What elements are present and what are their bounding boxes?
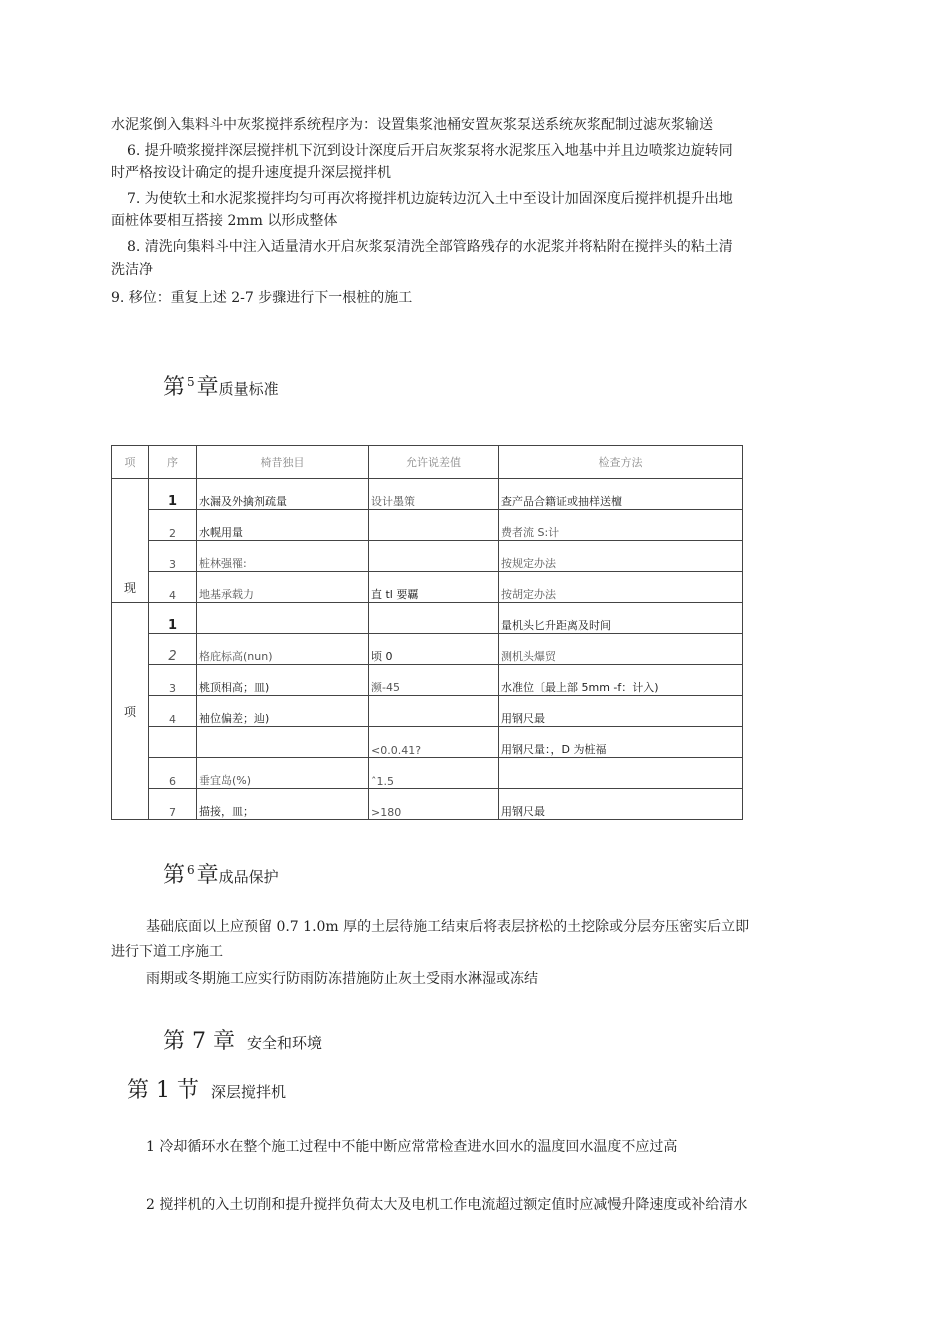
step-8-line-1: 8. 清洗向集料斗中注入适量清水开启灰浆泵清洗全部管路残存的水泥浆并将粘附在搅拌头的粘土清 xyxy=(127,239,733,255)
row-value: 顷 0 xyxy=(369,634,499,665)
chapter-suffix: 章 xyxy=(196,375,219,400)
row-no: 4 xyxy=(149,696,197,727)
chapter-number: 5 xyxy=(187,375,195,389)
table-row xyxy=(112,603,743,634)
row-item: 水幌用量 xyxy=(197,510,369,541)
row-no: 3 xyxy=(149,541,197,572)
quality-standard-table xyxy=(111,445,743,820)
step-5-continuation: 水泥浆倒入集料斗中灰浆搅拌系统程序为：设置集浆池桶安置灰浆泵送系统灰浆配制过滤灰浆输送 xyxy=(111,117,713,133)
row-method: 按胡定办法 xyxy=(499,572,743,603)
chapter-6-heading xyxy=(163,858,279,889)
row-value: ˆ1.5 xyxy=(369,758,499,789)
row-item: 地基承载力 xyxy=(197,572,369,603)
protection-paragraph-1-line-2: 进行下道工序施工 xyxy=(111,944,223,960)
header-category: 项 xyxy=(112,446,149,479)
row-method: 用钢尺最 xyxy=(499,789,743,820)
row-value xyxy=(369,541,499,572)
row-item: 桃顶相高；皿) xyxy=(197,665,369,696)
row-no: 1 xyxy=(149,479,197,510)
table-row xyxy=(112,789,743,820)
chapter-suffix: 章 xyxy=(196,863,219,888)
row-no: 3 xyxy=(149,665,197,696)
row-no: 7 xyxy=(149,789,197,820)
step-6-line-2: 时严格按设计确定的提升速度提升深层搅拌机 xyxy=(111,165,391,181)
section-title: 深层搅拌机 xyxy=(210,1083,286,1101)
row-item: 袖位偏差；辿) xyxy=(197,696,369,727)
row-value: 设计墨策 xyxy=(369,479,499,510)
table-row xyxy=(112,541,743,572)
section-heading: 第 1 节 xyxy=(127,1078,199,1103)
step-9: 9. 移位：重复上述 2-7 步骤进行下一根桩的施工 xyxy=(111,290,413,306)
chapter-title: 成品保护 xyxy=(218,868,279,886)
row-no: 1 xyxy=(149,603,197,634)
row-item: 格庇标高(nun) xyxy=(197,634,369,665)
row-method: 费者流 S:计 xyxy=(499,510,743,541)
table-row xyxy=(112,727,743,758)
header-item: 椅昔独目 xyxy=(197,446,369,479)
row-method xyxy=(499,758,743,789)
step-6-line-1: 6. 提升喷浆搅拌深层搅拌机下沉到设计深度后开启灰浆泵将水泥浆压入地基中并且边喷浆边旋转同 xyxy=(127,143,733,159)
chapter-heading: 第 7 章 xyxy=(163,1029,235,1054)
chapter-prefix: 第 xyxy=(163,375,186,400)
chapter-5-heading xyxy=(163,370,279,401)
protection-paragraph-2: 雨期或冬期施工应实行防雨防冻措施防止灰土受雨水淋湿或冻结 xyxy=(146,971,538,987)
row-method: 测机头爆贸 xyxy=(499,634,743,665)
row-item: 水漏及外擒剂疏量 xyxy=(197,479,369,510)
category-general: 项 xyxy=(112,603,149,820)
row-value: 濒-45 xyxy=(369,665,499,696)
chapter-number: 6 xyxy=(187,863,195,877)
category-main-control: 现 xyxy=(112,479,149,603)
row-value: 直 tl 要覊 xyxy=(369,572,499,603)
table-header-row xyxy=(112,446,743,479)
table-row xyxy=(112,758,743,789)
table-row xyxy=(112,479,743,510)
row-method: 量机头匕升距离及时间 xyxy=(499,603,743,634)
row-value: >180 xyxy=(369,789,499,820)
header-tolerance: 允许说差值 xyxy=(369,446,499,479)
row-no xyxy=(149,727,197,758)
chapter-7-heading xyxy=(163,1024,322,1055)
row-method: 按规定办法 xyxy=(499,541,743,572)
step-7-line-2: 面桩体要相互搭接 2mm 以形成整体 xyxy=(111,213,338,229)
row-value xyxy=(369,603,499,634)
row-item xyxy=(197,603,369,634)
row-no: 2 xyxy=(149,634,197,665)
step-8-line-2: 洗洁净 xyxy=(111,262,153,278)
chapter-title: 安全和环境 xyxy=(246,1034,322,1052)
table-row xyxy=(112,634,743,665)
chapter-title: 质量标准 xyxy=(218,380,279,398)
header-no: 序 xyxy=(149,446,197,479)
row-item: 描接，皿； xyxy=(197,789,369,820)
safety-item-2: 2 搅拌机的入土切削和提升搅拌负荷太大及电机工作电流超过额定值时应减慢升降速度或补给清水 xyxy=(146,1197,748,1213)
header-method: 检查方法 xyxy=(499,446,743,479)
row-value xyxy=(369,510,499,541)
row-method: 用钢尺量：，D 为桩福 xyxy=(499,727,743,758)
row-item xyxy=(197,727,369,758)
section-1-heading xyxy=(127,1073,286,1104)
row-no: 2 xyxy=(149,510,197,541)
row-no: 4 xyxy=(149,572,197,603)
protection-paragraph-1-line-1: 基础底面以上应预留 0.7 1.0m 厚的土层待施工结束后将表层挤松的土挖除或分层夯压密实后立即 xyxy=(146,919,750,935)
table-row xyxy=(112,510,743,541)
row-no: 6 xyxy=(149,758,197,789)
row-method: 水准位〔最上部 5mm -f：计入) xyxy=(499,665,743,696)
row-method: 查产品合籍证或抽样送檀 xyxy=(499,479,743,510)
row-method: 用钢尺最 xyxy=(499,696,743,727)
row-item: 桩林强罹: xyxy=(197,541,369,572)
table-row xyxy=(112,665,743,696)
step-7-line-1: 7. 为使软土和水泥浆搅拌均匀可再次将搅拌机边旋转边沉入土中至设计加固深度后搅拌机提升出地 xyxy=(127,191,733,207)
table-row xyxy=(112,696,743,727)
chapter-prefix: 第 xyxy=(163,863,186,888)
row-value xyxy=(369,696,499,727)
safety-item-1: 1 冷却循环水在整个施工过程中不能中断应常常检查进水回水的温度回水温度不应过高 xyxy=(146,1139,678,1155)
table-row xyxy=(112,572,743,603)
row-value: <0.0.41? xyxy=(369,727,499,758)
row-item: 垂宜岛(%) xyxy=(197,758,369,789)
